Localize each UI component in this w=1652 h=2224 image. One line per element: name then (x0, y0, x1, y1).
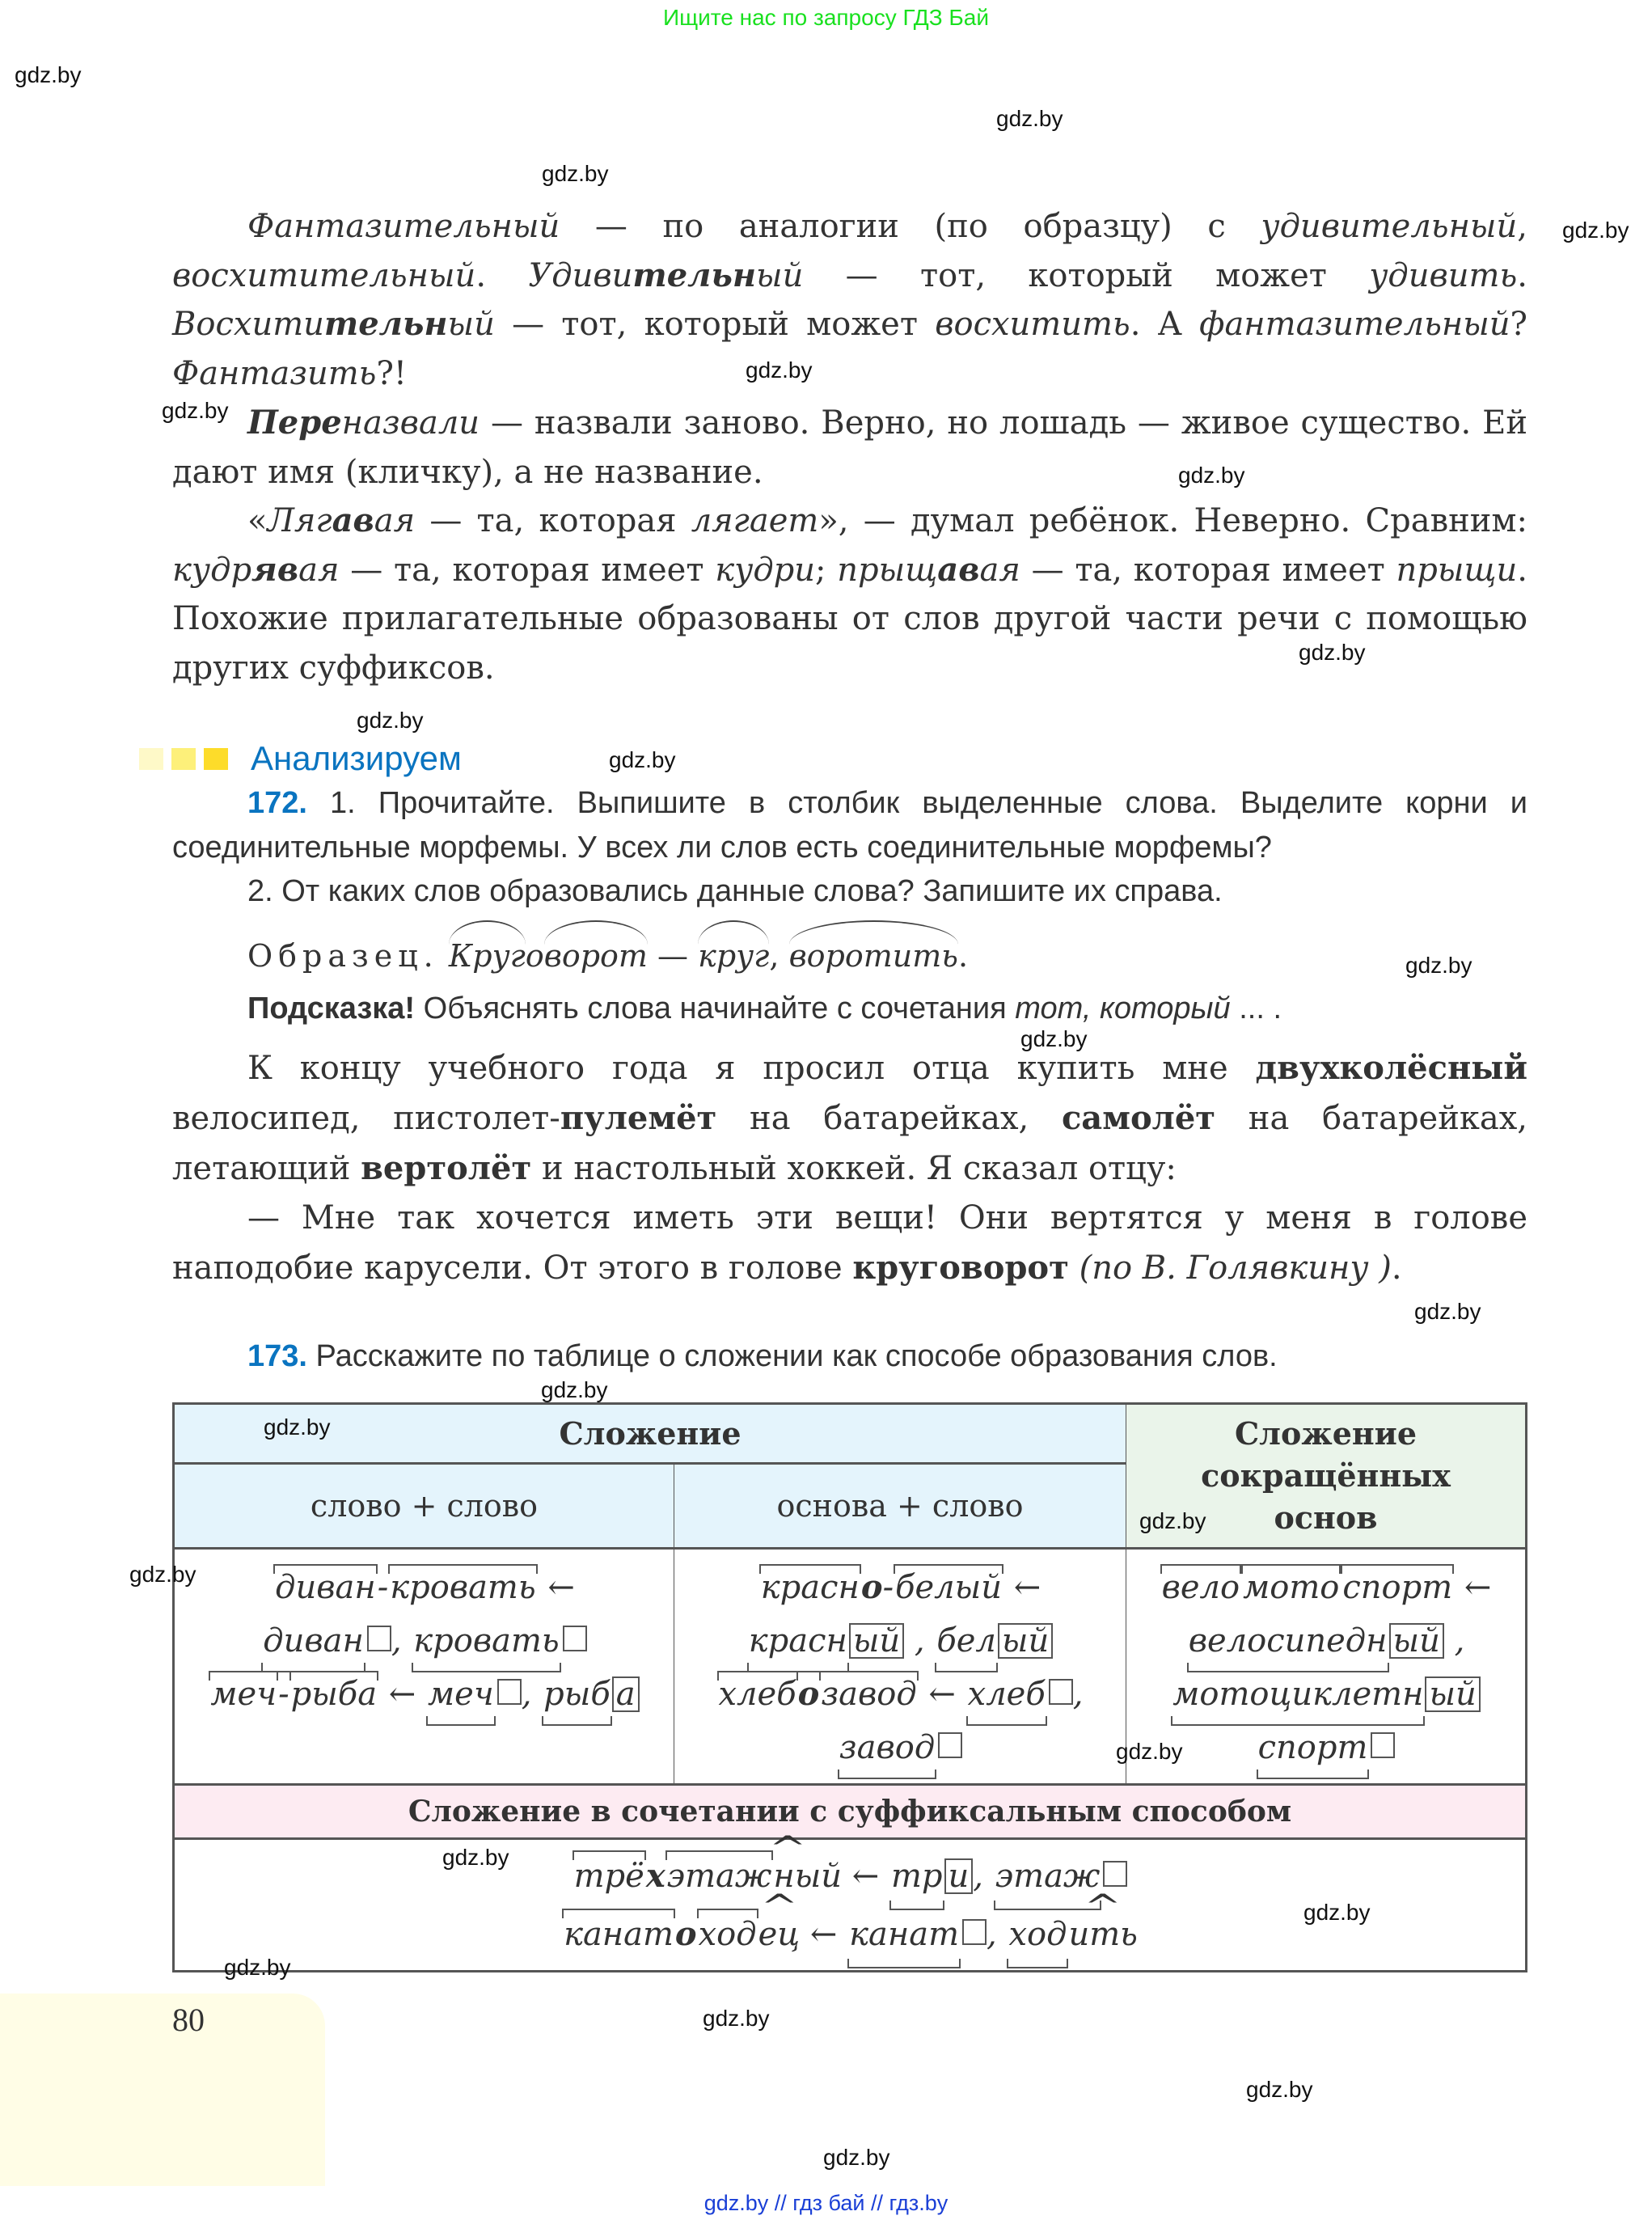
watermark: gdz.by (15, 62, 82, 87)
paragraph-lyagavaya: «Лягавая — та, которая лягает», — думал ребёнок. Неверно. Сравним: кудрявая — та, которая имеет кудри; прыщавая — та, которая имеет прыщи. Похожие прилагательные образованы от слов другой части речи с помощью других суффиксов. (172, 501, 1528, 687)
text: — та, которая (415, 502, 691, 539)
example-row: мотоциклетн ый (1171, 1668, 1481, 1721)
task-172 (172, 781, 1527, 914)
watermark: gdz.by (442, 1845, 509, 1870)
example-word: круг (698, 932, 769, 980)
header-word-plus-word: слово + слово (175, 1465, 674, 1550)
example-row: велосипедн ый , (1187, 1614, 1465, 1668)
footer-links[interactable]: gdz.by // гдз бай // гдз.by (703, 2191, 949, 2215)
watermark: gdz.by (541, 1377, 608, 1402)
section-title: Анализируем (251, 739, 462, 777)
watermark: gdz.by (357, 708, 424, 733)
example-row: диван-кровать ← (273, 1561, 575, 1614)
section-heading (139, 736, 462, 781)
watermark: gdz.by (162, 398, 229, 423)
header-stem-plus-word: основа + слово (674, 1465, 1126, 1550)
examples-stem-plus-word (674, 1550, 1126, 1786)
watermark: gdz.by (1414, 1299, 1481, 1324)
text: , (1517, 208, 1527, 245)
text: — та, которая имеет (1020, 551, 1396, 589)
example-word: воротить (789, 932, 958, 980)
example-row: трёхэтаж^ ный ← тр и , этаж (572, 1847, 1128, 1905)
header-compounding-with-suffix: Сложение в сочетании с суффиксальным способом (175, 1786, 1525, 1840)
story-text: К концу учебного года я просил отца купить мне двухколёсный велосипед, пистолет-пулемёт на батарейках, самолёт на батарейках, летающий вертолёт и настольный хоккей. Я сказал отцу: — Мне так хочется иметь эти вещи! Они вертятся у меня в голове наподобие карусели. От этого в голове круговорот (по В. Голявкину ). (172, 1049, 1528, 1287)
word: Фантазить (172, 354, 377, 392)
example-row: красн ый , бел ый (747, 1614, 1054, 1668)
task-number: 173. (247, 1339, 307, 1373)
task-number: 172. (247, 786, 307, 820)
header-abbreviated-stems: Сложение сокращённых основ (1126, 1405, 1525, 1550)
word: кудри (715, 551, 816, 589)
hint-italic: тот, который (1015, 991, 1231, 1025)
watermark: gdz.by (129, 1562, 196, 1587)
page-number-box (0, 1994, 325, 2186)
word: удивительный (1261, 208, 1518, 245)
square-icon (139, 748, 163, 770)
text: ? (1510, 306, 1527, 343)
text: — та, которая имеет (339, 551, 716, 589)
word: Восхитительный (172, 305, 495, 343)
word: прыщи (1396, 551, 1518, 589)
watermark: gdz.by (1405, 953, 1472, 978)
watermark: gdz.by (1178, 463, 1245, 488)
word: фантазительный (1199, 306, 1510, 343)
text: . (1517, 256, 1527, 294)
word: Удивительный (528, 256, 804, 294)
example-label: Образец. (247, 938, 439, 974)
text: . А (1130, 306, 1200, 343)
watermark: gdz.by (996, 106, 1063, 131)
search-banner: Ищите нас по запросу ГДЗ Бай (662, 5, 990, 30)
hint-text: Объяснять слова начинайте с сочетания (415, 991, 1016, 1025)
watermark: gdz.by (264, 1414, 331, 1440)
word: Переназвали (247, 404, 480, 442)
hint-label: Подсказка! (247, 991, 416, 1025)
text: — по аналогии (по образцу) с (560, 208, 1261, 245)
watermark: gdz.by (609, 747, 676, 772)
text: », — думал ребёнок. Неверно. Сравним: (818, 502, 1527, 539)
watermark: gdz.by (224, 1955, 291, 1980)
watermark: gdz.by (1299, 640, 1366, 665)
word: прыщавая (837, 550, 1020, 589)
author-credit: (по В. Голявкину ) (1068, 1249, 1392, 1287)
square-icon (171, 748, 196, 770)
text: . (475, 256, 529, 294)
watermark: gdz.by (823, 2145, 890, 2170)
word-formation-table (172, 1402, 1527, 1972)
text: — тот, который может (803, 256, 1370, 294)
example-row: завод (838, 1721, 962, 1774)
watermark: gdz.by (1020, 1026, 1088, 1051)
task-text: 2. От каких слов образовались данные слова? Запишите их справа. (247, 874, 1223, 908)
example-row: вело мото спорт ← (1160, 1561, 1492, 1614)
word: Фантазительный (247, 208, 560, 245)
square-icon (204, 748, 228, 770)
text: — тот, который может (494, 306, 936, 343)
watermark: gdz.by (746, 357, 813, 383)
example-word: Круговорот (449, 938, 648, 974)
header-compounding: Сложение (175, 1405, 1126, 1465)
hint-line (247, 987, 1282, 1030)
task-173 (247, 1334, 1278, 1378)
task-text: Расскажите по таблице о сложении как способе образования слов. (306, 1339, 1278, 1373)
page-number: 80 (172, 2002, 205, 2038)
text: . Похожие прилагательные образованы от слов другой части речи с помощью других суффиксов. (172, 551, 1528, 687)
watermark: gdz.by (1139, 1508, 1206, 1533)
watermark: gdz.by (1303, 1900, 1371, 1925)
hint-text: ... . (1230, 991, 1282, 1025)
paragraph-fantazitelny (172, 202, 1527, 398)
text: ?! (376, 354, 407, 392)
watermark: gdz.by (1246, 2077, 1313, 2102)
examples-word-plus-word (175, 1550, 674, 1786)
task-text: 1. Прочитайте. Выпишите в столбик выделенные слова. Выделите корни и соединительные морфемы. У всех ли слов есть соединительные морфемы? (172, 786, 1527, 865)
word: восхитить (935, 306, 1130, 343)
text: — назвали заново. Верно, но лошадь — живое существо. Ей дают имя (кличку), а не название. (172, 404, 1527, 491)
watermark: gdz.by (1116, 1739, 1183, 1764)
examples-abbreviated-stems (1126, 1550, 1525, 1786)
example-row: диван , кровать (261, 1614, 586, 1668)
paragraph-pereNazvali (172, 399, 1527, 497)
example-row: спорт (1257, 1721, 1396, 1774)
example-row: меч-рыба ← меч , рыб а (209, 1668, 639, 1721)
watermark: gdz.by (542, 161, 609, 186)
example-line: Образец. Круговорот — круг, воротить. (247, 932, 968, 980)
text: ; (815, 551, 838, 589)
word: кудрявая (172, 550, 340, 589)
watermark: gdz.by (1562, 218, 1629, 243)
word: Лягавая (267, 501, 416, 539)
example-row: хлебозавод ← хлеб , (717, 1668, 1084, 1721)
watermark: gdz.by (703, 2006, 770, 2031)
word: восхитительный (172, 256, 476, 294)
example-row: красно-белый ← (759, 1561, 1041, 1614)
word: удивить (1369, 256, 1518, 294)
example-row: канатоход^ ец ← канат , ход^ ить (562, 1905, 1138, 1964)
word: лягает (691, 502, 819, 539)
